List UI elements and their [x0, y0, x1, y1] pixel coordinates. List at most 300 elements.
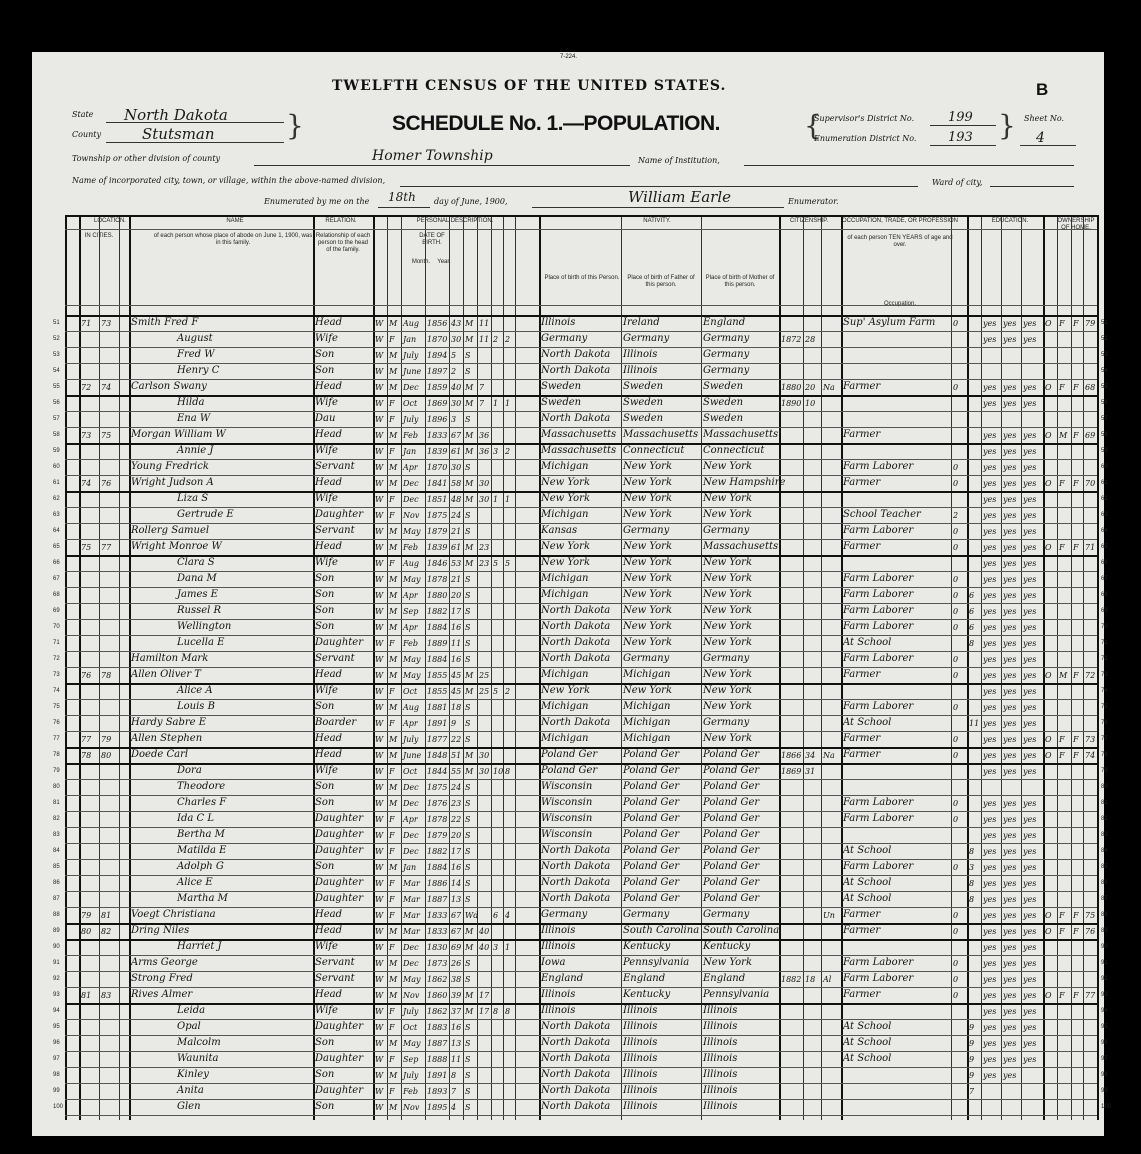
cell-year: 1881 [427, 703, 448, 712]
cell-name: Henry C [177, 365, 220, 376]
cell-marital: S [465, 607, 471, 616]
cell-marital: S [465, 719, 471, 728]
cell-age: 40 [451, 383, 462, 392]
line-number-right: 56 [1101, 400, 1108, 406]
cell-age: 3 [451, 415, 457, 424]
cell-name: Allen Stephen [131, 733, 203, 744]
cell-married-years: 17 [479, 991, 490, 1000]
cell-write: yes [1003, 639, 1017, 648]
cell-mother: Germany [703, 365, 750, 376]
cell-marital: S [465, 735, 471, 744]
cell-children-born: 5 [493, 559, 499, 568]
cell-birth: Poland Ger [541, 749, 598, 760]
cell-color: W [375, 383, 384, 392]
cell-read: yes [983, 847, 997, 856]
line-number-right: 69 [1101, 608, 1108, 614]
cell-sex: F [389, 815, 395, 824]
day-line [378, 207, 430, 208]
cell-marital: M [465, 431, 474, 440]
cell-occupation: Farmer [843, 669, 881, 680]
line-number-right: 67 [1101, 576, 1108, 582]
cell-english: yes [1023, 1007, 1037, 1016]
line-number: 57 [53, 416, 60, 422]
line-number: 68 [53, 592, 60, 598]
cell-sex: M [389, 575, 398, 584]
line-number-right: 55 [1101, 384, 1108, 390]
cell-children-born: 2 [493, 335, 499, 344]
cell-occupation: Farmer [843, 733, 881, 744]
cell-age: 8 [451, 1071, 457, 1080]
line-number: 60 [53, 464, 60, 470]
cell-sex: F [389, 511, 395, 520]
cell-dwelling: 77 [81, 735, 92, 744]
cell-birth: North Dakota [541, 877, 611, 888]
cell-read: yes [983, 927, 997, 936]
cell-month: Aug [403, 319, 420, 328]
cell-english: yes [1023, 1023, 1037, 1032]
cell-father: South Carolina [623, 925, 700, 936]
cell-father: New York [623, 557, 672, 568]
cell-relation: Daughter [315, 893, 363, 904]
line-number: 56 [53, 400, 60, 406]
cell-owned: O [1045, 479, 1052, 488]
cell-write: yes [1003, 383, 1017, 392]
cell-occupation: Farm Laborer [843, 573, 914, 584]
cell-age: 37 [451, 1007, 462, 1016]
cell-read: yes [983, 639, 997, 648]
line-number: 93 [53, 992, 60, 998]
line-number: 94 [53, 1008, 60, 1014]
line-number-right: 91 [1101, 960, 1108, 966]
cell-month: Apr [403, 623, 418, 632]
cell-sex: F [389, 879, 395, 888]
cell-color: W [375, 879, 384, 888]
enumerator-name: William Earle [628, 188, 732, 206]
cell-birth: North Dakota [541, 605, 611, 616]
cell-english: yes [1023, 991, 1037, 1000]
cell-relation: Son [315, 349, 335, 360]
cell-relation: Wife [315, 445, 338, 456]
cell-english: yes [1023, 431, 1037, 440]
cell-year: 1884 [427, 863, 448, 872]
cell-occupation: Farm Laborer [843, 701, 914, 712]
cell-month: Apr [403, 591, 418, 600]
cell-age: 17 [451, 607, 462, 616]
cell-color: W [375, 799, 384, 808]
cell-relation: Son [315, 1037, 335, 1048]
cell-months-unemp: 0 [953, 751, 959, 760]
cell-write: yes [1003, 991, 1017, 1000]
cell-relation: Head [315, 989, 343, 1000]
cell-age: 38 [451, 975, 462, 984]
row-line [65, 987, 1097, 988]
cell-sex: M [389, 991, 398, 1000]
cell-birth: North Dakota [541, 637, 611, 648]
cell-read: yes [983, 895, 997, 904]
cell-relation: Daughter [315, 1085, 363, 1096]
cell-dwelling: 73 [81, 431, 92, 440]
cell-relation: Servant [315, 973, 355, 984]
cell-birth: England [541, 973, 584, 984]
cell-father: England [623, 973, 666, 984]
line-number-right: 82 [1101, 816, 1108, 822]
enumeration-label: Enumeration District No. [814, 134, 917, 143]
cell-farm: F [1073, 383, 1079, 392]
cell-color: W [375, 463, 384, 472]
cell-married-years: 25 [479, 671, 490, 680]
cell-marital: S [465, 879, 471, 888]
cell-occupation: Farmer [843, 477, 881, 488]
cell-write: yes [1003, 1039, 1017, 1048]
cell-occupation: Farm Laborer [843, 797, 914, 808]
line-number-right: 90 [1101, 944, 1108, 950]
cell-free: F [1059, 927, 1065, 936]
cell-birth: North Dakota [541, 1021, 611, 1032]
cell-mother: Pennsylvania [703, 989, 770, 1000]
cell-name: Charles F [177, 797, 227, 808]
cell-sex: M [389, 959, 398, 968]
cell-father: Poland Ger [623, 797, 680, 808]
cell-age: 23 [451, 799, 462, 808]
cell-color: W [375, 479, 384, 488]
cell-owned: O [1045, 671, 1052, 680]
occupation-desc-header: of each person TEN YEARS of age and over. [847, 235, 953, 248]
cell-birth: New York [541, 685, 590, 696]
cell-color: W [375, 767, 384, 776]
cell-read: yes [983, 1055, 997, 1064]
cell-month: Dec [403, 783, 419, 792]
cell-immig: 1872 [781, 335, 802, 344]
line-number: 99 [53, 1088, 60, 1094]
county-value: Stutsman [142, 125, 215, 143]
cell-month: Oct [403, 687, 418, 696]
cell-english: yes [1023, 943, 1037, 952]
cell-mother: Poland Ger [703, 845, 760, 856]
cell-english: yes [1023, 735, 1037, 744]
cell-marital: M [465, 479, 474, 488]
cell-year: 1879 [427, 831, 448, 840]
cell-marital: M [465, 447, 474, 456]
cell-marital: S [465, 831, 471, 840]
cell-name: Morgan William W [131, 429, 226, 440]
cell-read: yes [983, 575, 997, 584]
cell-sex: M [389, 863, 398, 872]
cell-age: 45 [451, 671, 462, 680]
line-number: 85 [53, 864, 60, 870]
cell-year: 1893 [427, 1087, 448, 1096]
cell-write: yes [1003, 975, 1017, 984]
line-number: 98 [53, 1072, 60, 1078]
row-line [65, 635, 1097, 636]
cell-sex: F [389, 1023, 395, 1032]
cell-farm: F [1073, 911, 1079, 920]
cell-name: Ida C L [177, 813, 214, 824]
cell-sex: M [389, 927, 398, 936]
cell-year: 1897 [427, 367, 448, 376]
cell-color: W [375, 639, 384, 648]
cell-mother: Sweden [703, 397, 744, 408]
cell-read: yes [983, 591, 997, 600]
cell-color: W [375, 895, 384, 904]
cell-age: 5 [451, 351, 457, 360]
cell-read: yes [983, 799, 997, 808]
sheet-line [1020, 145, 1076, 146]
cell-write: yes [1003, 671, 1017, 680]
cell-birth: Germany [541, 909, 588, 920]
cell-mother: Germany [703, 333, 750, 344]
cell-marital: S [465, 847, 471, 856]
cell-name: Liza S [177, 493, 209, 504]
cell-age: 30 [451, 463, 462, 472]
cell-read: yes [983, 815, 997, 824]
cell-month: Dec [403, 959, 419, 968]
cell-relation: Head [315, 429, 343, 440]
cell-sex: M [389, 1039, 398, 1048]
cell-family: 82 [101, 927, 112, 936]
cell-father: Sweden [623, 397, 664, 408]
cell-married-years: 25 [479, 687, 490, 696]
cell-birth: North Dakota [541, 845, 611, 856]
row-line [65, 827, 1097, 828]
grid-header-line [65, 215, 1097, 217]
cell-write: yes [1003, 399, 1017, 408]
cell-color: W [375, 671, 384, 680]
cell-birth: Sweden [541, 397, 582, 408]
cell-months-unemp: 0 [953, 927, 959, 936]
cell-marital: M [465, 559, 474, 568]
birth-mother-header: Place of birth of Mother of this person. [705, 275, 775, 288]
cell-years-us: 20 [805, 383, 816, 392]
cell-year: 1888 [427, 1055, 448, 1064]
row-line [65, 1083, 1097, 1084]
cell-relation: Servant [315, 525, 355, 536]
cell-mother: New York [703, 573, 752, 584]
cell-color: W [375, 559, 384, 568]
cell-farm: F [1073, 751, 1079, 760]
row-line [65, 779, 1097, 780]
cell-year: 1856 [427, 319, 448, 328]
cell-occupation: Farmer [843, 925, 881, 936]
group-education: EDUCATION. [991, 218, 1029, 224]
cell-sex: M [389, 623, 398, 632]
row-line [65, 363, 1097, 364]
cell-write: yes [1003, 879, 1017, 888]
cell-marital: S [465, 511, 471, 520]
line-number-right: 72 [1101, 656, 1108, 662]
cell-month: Nov [403, 991, 420, 1000]
cell-free: F [1059, 479, 1065, 488]
line-number: 63 [53, 512, 60, 518]
cell-birth: North Dakota [541, 1101, 611, 1112]
cell-marital: M [465, 687, 474, 696]
cell-english: yes [1023, 639, 1037, 648]
cell-relation: Servant [315, 653, 355, 664]
cell-color: W [375, 319, 384, 328]
cell-father: Illinois [623, 365, 658, 376]
line-number: 80 [53, 784, 60, 790]
cell-schedule: 68 [1085, 383, 1096, 392]
cell-color: W [375, 447, 384, 456]
supervisor-line [930, 125, 996, 126]
cell-mother: Poland Ger [703, 765, 760, 776]
cell-children-born: 5 [493, 687, 499, 696]
cell-farm: F [1073, 319, 1079, 328]
cell-write: yes [1003, 1055, 1017, 1064]
cell-years-us: 34 [805, 751, 816, 760]
line-number: 62 [53, 496, 60, 502]
cell-mother: Poland Ger [703, 893, 760, 904]
cell-father: Connecticut [623, 445, 685, 456]
cell-schedule: 79 [1085, 319, 1096, 328]
cell-birth: Wisconsin [541, 797, 593, 808]
cell-birth: Illinois [541, 941, 576, 952]
cell-age: 51 [451, 751, 462, 760]
right-brace-open: { [804, 109, 822, 142]
cell-month: July [403, 1007, 419, 1016]
cell-english: yes [1023, 447, 1037, 456]
cell-months-unemp: 0 [953, 975, 959, 984]
cell-marital: S [465, 463, 471, 472]
cell-mother: Poland Ger [703, 877, 760, 888]
cell-marital: M [465, 399, 474, 408]
row-line [65, 507, 1097, 508]
cell-month: Jan [403, 863, 417, 872]
cell-age: 16 [451, 1023, 462, 1032]
cell-relation: Daughter [315, 813, 363, 824]
cell-month: July [403, 735, 419, 744]
cell-relation: Head [315, 317, 343, 328]
cell-color: W [375, 863, 384, 872]
cell-name: Alice E [177, 877, 213, 888]
cell-years-us: 31 [805, 767, 816, 776]
line-number: 70 [53, 624, 60, 630]
township-value: Homer Township [372, 148, 493, 164]
cell-occupation: At School [843, 637, 892, 648]
cell-mother: England [703, 317, 746, 328]
line-number-right: 83 [1101, 832, 1108, 838]
cell-father: Poland Ger [623, 749, 680, 760]
cell-english: yes [1023, 383, 1037, 392]
cell-name: August [177, 333, 213, 344]
cell-age: 21 [451, 527, 462, 536]
cell-english: yes [1023, 879, 1037, 888]
schedule-title: SCHEDULE No. 1.—POPULATION. [392, 112, 720, 135]
cell-name: Strong Fred [131, 973, 193, 984]
cell-color: W [375, 543, 384, 552]
cell-year: 1833 [427, 431, 448, 440]
cell-sex: M [389, 607, 398, 616]
cell-age: 48 [451, 495, 462, 504]
cell-name: Fred W [177, 349, 215, 360]
cell-year: 1862 [427, 1007, 448, 1016]
cell-free: F [1059, 543, 1065, 552]
cell-english: yes [1023, 751, 1037, 760]
line-number: 74 [53, 688, 60, 694]
cell-read: yes [983, 511, 997, 520]
cell-dwelling: 81 [81, 991, 92, 1000]
row-line [65, 331, 1097, 332]
cell-farm: F [1073, 671, 1079, 680]
line-number-right: 75 [1101, 704, 1108, 710]
cell-month: Feb [403, 639, 418, 648]
sheet-value: 4 [1036, 130, 1045, 146]
cell-marital: M [465, 543, 474, 552]
cell-owned: O [1045, 991, 1052, 1000]
cell-schedule: 72 [1085, 671, 1096, 680]
cell-children-born: 3 [493, 943, 499, 952]
cell-read: yes [983, 1039, 997, 1048]
cell-marital: M [465, 943, 474, 952]
grid-header-line [65, 305, 1097, 306]
cell-mother: Massachusetts [703, 429, 779, 440]
cell-mother: Germany [703, 653, 750, 664]
ward-label: Ward of city, [932, 178, 983, 187]
cell-year: 1855 [427, 687, 448, 696]
cell-age: 53 [451, 559, 462, 568]
cell-english: yes [1023, 527, 1037, 536]
cell-year: 1839 [427, 447, 448, 456]
cell-sex: M [389, 383, 398, 392]
cell-name: Annie J [177, 445, 214, 456]
line-number-right: 70 [1101, 624, 1108, 630]
cell-father: Poland Ger [623, 861, 680, 872]
cell-read: yes [983, 447, 997, 456]
cell-marital: S [465, 783, 471, 792]
cell-name: Voegt Christiana [131, 909, 216, 920]
cell-english: yes [1023, 799, 1037, 808]
cell-year: 1879 [427, 527, 448, 536]
cell-read: yes [983, 991, 997, 1000]
cell-school: 11 [969, 719, 980, 728]
line-number-right: 88 [1101, 912, 1108, 918]
row-line [65, 459, 1097, 460]
row-line [65, 955, 1097, 956]
cell-married-years: 11 [479, 319, 490, 328]
cell-schedule: 74 [1085, 751, 1096, 760]
cell-color: W [375, 831, 384, 840]
cell-write: yes [1003, 623, 1017, 632]
row-line [65, 699, 1097, 700]
cell-sex: M [389, 703, 398, 712]
line-number: 66 [53, 560, 60, 566]
cell-write: yes [1003, 511, 1017, 520]
line-number: 82 [53, 816, 60, 822]
month-header: Month. [411, 259, 431, 265]
cell-school: 9 [969, 1071, 975, 1080]
cell-dwelling: 74 [81, 479, 92, 488]
cell-color: W [375, 1087, 384, 1096]
cell-months-unemp: 0 [953, 991, 959, 1000]
cell-father: New York [623, 637, 672, 648]
line-number-right: 97 [1101, 1056, 1108, 1062]
enumerator-line [532, 207, 784, 208]
cell-children-living: 2 [505, 335, 511, 344]
cell-birth: New York [541, 493, 590, 504]
cell-color: W [375, 495, 384, 504]
cell-relation: Head [315, 541, 343, 552]
cell-read: yes [983, 431, 997, 440]
cell-age: 13 [451, 1039, 462, 1048]
cell-name: Opal [177, 1021, 201, 1032]
cell-sex: M [389, 527, 398, 536]
cell-year: 1886 [427, 879, 448, 888]
cell-sex: M [389, 367, 398, 376]
cell-color: W [375, 1023, 384, 1032]
cell-year: 1839 [427, 543, 448, 552]
cell-school: 7 [969, 1087, 975, 1096]
cell-school: 8 [969, 895, 975, 904]
cell-birth: Michigan [541, 509, 589, 520]
